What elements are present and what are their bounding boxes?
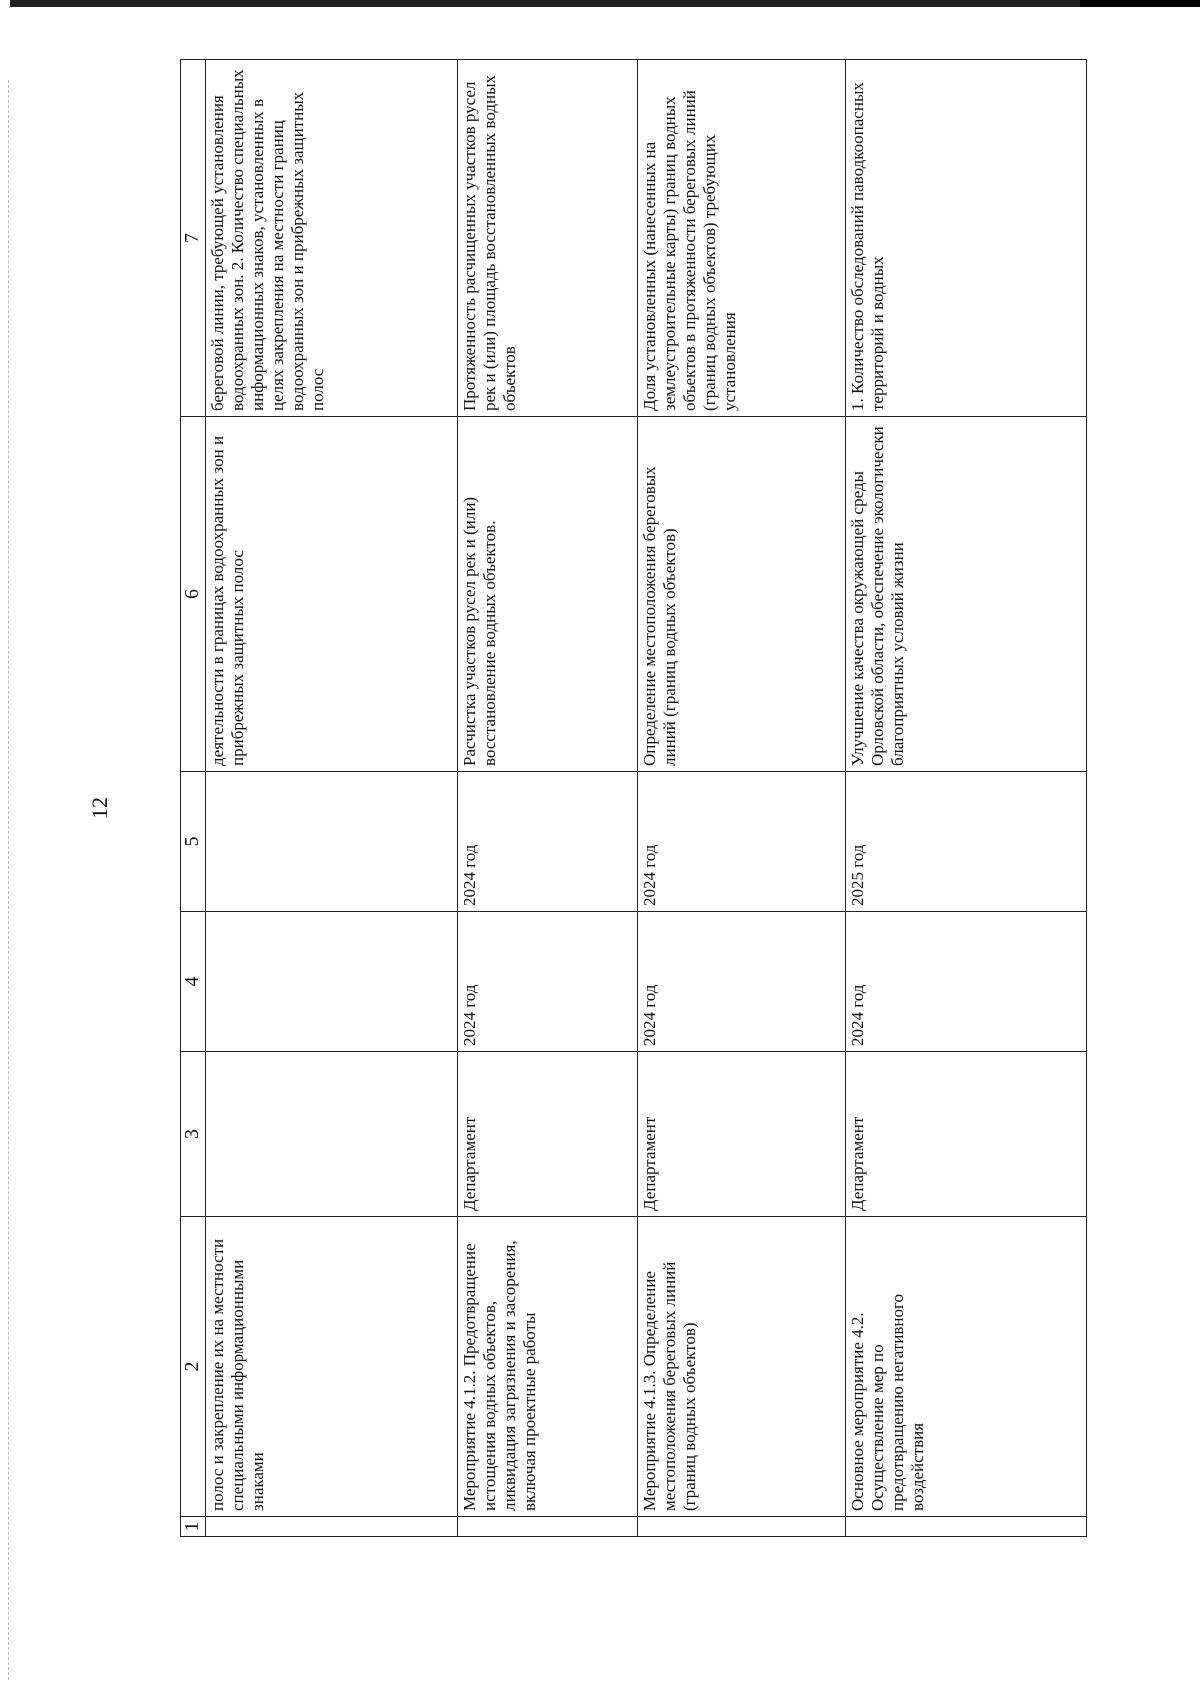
header-col-1: 1	[181, 1517, 206, 1537]
rotated-table-container	[180, 60, 1087, 1537]
cell-col-3	[205, 1052, 457, 1217]
table-row	[457, 60, 637, 1537]
cell-col-2: Мероприятие 4.1.2. Предотвращение истощения водных объектов, ликвидация загрязнения и засорения, включая проектные работы	[457, 1217, 637, 1517]
cell-col-7: береговой линии, требующей установления водоохранных зон. 2. Количество специальных информационных знаков, установленных в целях закрепления на местности границ водоохранных зон и прибрежных защитных полос	[205, 60, 457, 417]
cell-col-5: 2024 год	[457, 772, 637, 912]
cell-col-3: Департамент	[637, 1052, 845, 1217]
binding-edge-line	[8, 80, 10, 1680]
cell-col-5: 2024 год	[637, 772, 845, 912]
cell-col-2: полос и закрепление их на местности специальными информационными знаками	[205, 1217, 457, 1517]
cell-col-4	[205, 912, 457, 1052]
cell-col-7: Протяженность расчищенных участков русел рек и (или) площадь восстановленных водных объектов	[457, 60, 637, 417]
header-row	[181, 60, 206, 1537]
header-col-7: 7	[181, 60, 206, 417]
cell-col-6: Расчистка участков русел рек и (или) восстановление водных объектов.	[457, 417, 637, 772]
cell-col-1	[845, 1517, 1086, 1537]
cell-col-2: Основное мероприятие 4.2. Осуществление мер по предотвращению негативного воздействия	[845, 1217, 1086, 1517]
cell-col-7: Доля установленных (нанесенных на землеустроительные карты) границ водных объектов в протяженности береговых линий (границ водных объектов) требующих установления	[637, 60, 845, 417]
table-row	[205, 60, 457, 1537]
cell-col-4: 2024 год	[845, 912, 1086, 1052]
cell-col-6: деятельности в границах водоохранных зон и прибрежных защитных полос	[205, 417, 457, 772]
cell-col-3: Департамент	[457, 1052, 637, 1217]
header-col-2: 2	[181, 1217, 206, 1517]
cell-col-1	[637, 1517, 845, 1537]
header-col-4: 4	[181, 912, 206, 1052]
cell-col-2: Мероприятие 4.1.3. Определение местоположения береговых линий (границ водных объектов)	[637, 1217, 845, 1517]
cell-col-7: 1. Количество обследований паводкоопасных территорий и водных	[845, 60, 1086, 417]
cell-col-3: Департамент	[845, 1052, 1086, 1217]
cell-col-4: 2024 год	[457, 912, 637, 1052]
header-col-3: 3	[181, 1052, 206, 1217]
cell-col-1	[457, 1517, 637, 1537]
header-col-5: 5	[181, 772, 206, 912]
cell-col-6: Определение местоположения береговых линий (границ водных объектов)	[637, 417, 845, 772]
cell-col-6: Улучшение качества окружающей среды Орловской области, обеспечение экологически благоприятных условий жизни	[845, 417, 1086, 772]
table-row	[845, 60, 1086, 1537]
cell-col-5	[205, 772, 457, 912]
document-table	[180, 59, 1087, 1537]
document-table-frame	[180, 60, 1087, 1537]
page-top-edge	[10, 0, 1200, 7]
table-row	[637, 60, 845, 1537]
cell-col-4: 2024 год	[637, 912, 845, 1052]
cell-col-5: 2025 год	[845, 772, 1086, 912]
cell-col-1	[205, 1517, 457, 1537]
header-col-6: 6	[181, 417, 206, 772]
